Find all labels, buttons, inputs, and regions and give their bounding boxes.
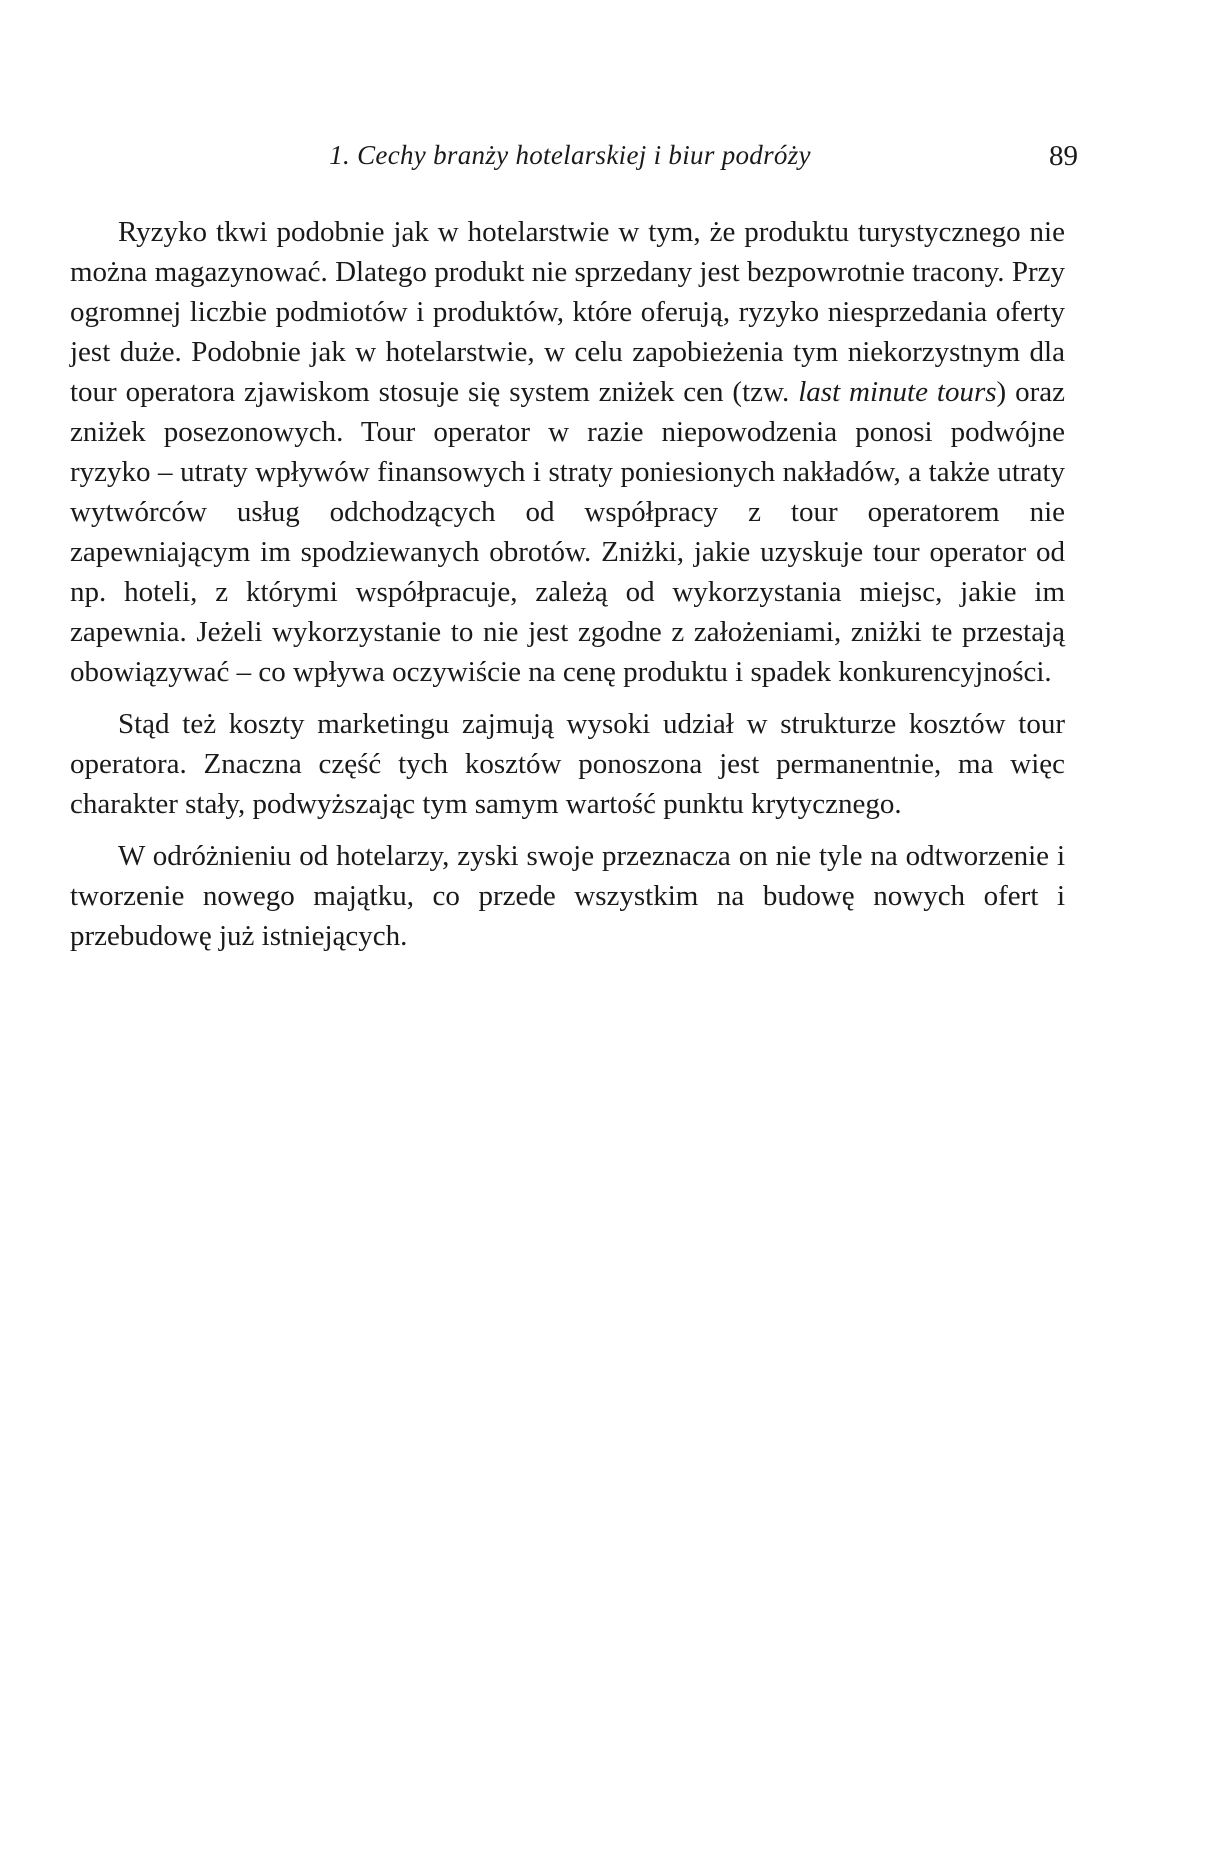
paragraph-1-text-start: Ryzyko tkwi podobnie jak w hotelarstwie w tym, że produktu turystycznego nie można magazynować. Dlatego produkt nie sprzedany jest bezpowrotnie tracony. Przy ogromnej liczbie podmiotów i produktów, które oferują, ryzyko niesprzedania oferty jest duże. Podobnie jak w hotelarstwie, w celu zapobieżenia tym niekorzystnym dla tour operatora zjawiskom stosuje się system zniżek cen (tzw. <box>70 216 1065 408</box>
paragraph-1 <box>70 212 1065 692</box>
page-number: 89 <box>1049 140 1078 172</box>
paragraph-1-text-end: ) oraz zniżek posezonowych. Tour operator w razie niepowodzenia ponosi podwójne ryzyko – utraty wpływów finansowych i straty poniesionych nakładów, a także utraty wytwórców usług odchodzących od współpracy z tour operatorem nie zapewniającym im spodziewanych obrotów. Zniżki, jakie uzyskuje tour operator od np. hoteli, z którymi współpracuje, zależą od wykorzystania miejsc, jakie im zapewnia. Jeżeli wykorzystanie to nie jest zgodne z założeniami, zniżki te przestają obowiązywać – co wpływa oczywiście na cenę produktu i spadek konkurencyjności. <box>70 376 1066 688</box>
paragraph-2: Stąd też koszty marketingu zajmują wysoki udział w strukturze kosztów tour operatora. Znaczna część tych kosztów ponoszona jest permanentnie, ma więc charakter stały, podwyższając tym samym wartość punktu krytycznego. <box>70 708 1065 820</box>
body-text <box>70 212 1065 968</box>
paragraph-1-emphasis: last minute tours <box>798 376 997 408</box>
paragraph-3: W odróżnieniu od hotelarzy, zyski swoje przeznacza on nie tyle na odtworzenie i tworzenie nowego majątku, co przede wszystkim na budowę nowych ofert i przebudowę już istniejących. <box>70 840 1065 952</box>
running-head <box>70 140 1078 180</box>
running-title: 1. Cechy branży hotelarskiej i biur podróży <box>329 140 811 170</box>
